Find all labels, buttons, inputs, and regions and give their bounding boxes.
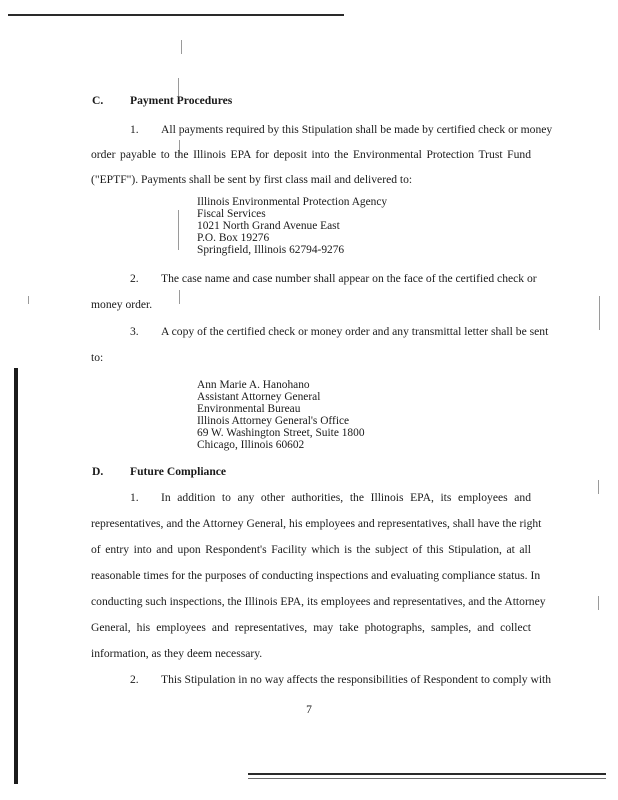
d1-line7: information, as they deem necessary. [91, 647, 263, 660]
d1-line1: In addition to any other authorities, the Illinois EPA, its employees and [161, 491, 531, 504]
d2-line1: This Stipulation in no way affects the responsibilities of Respondent to comply with [161, 673, 552, 686]
scan-mark [28, 296, 29, 304]
d1-line4: reasonable times for the purposes of conducting inspections and evaluating compliance status. In [91, 569, 541, 582]
section-c-title: Payment Procedures [130, 94, 233, 107]
scan-mark [598, 596, 599, 610]
section-d-letter: D. [92, 465, 104, 478]
c1-line1: All payments required by this Stipulation shall be made by certified check or money [161, 123, 553, 136]
d1-line5: conducting such inspections, the Illinois EPA, its employees and representatives, and the Attorney [91, 595, 546, 608]
section-c-letter: C. [92, 94, 104, 107]
address-line: Chicago, Illinois 60602 [197, 439, 305, 451]
address-line: Illinois Environmental Protection Agency [197, 196, 388, 208]
c2-line1: The case name and case number shall appear on the face of the certified check or [161, 272, 537, 285]
d1-line2: representatives, and the Attorney General, his employees and representatives, shall have the right [91, 517, 542, 530]
address-line: Environmental Bureau [197, 403, 301, 415]
scan-mark [599, 296, 600, 330]
section-d-title: Future Compliance [130, 465, 227, 478]
c2-line2: money order. [91, 298, 153, 311]
copy-address-block [197, 379, 365, 451]
left-scan-bar [14, 368, 18, 784]
address-line: Fiscal Services [197, 208, 266, 220]
c1-number: 1. [130, 123, 139, 136]
c3-line1: A copy of the certified check or money order and any transmittal letter shall be sent [161, 325, 549, 338]
bottom-scan-rule [248, 773, 606, 775]
scan-mark [181, 40, 182, 54]
bottom-scan-rule-secondary [248, 778, 606, 779]
address-line: P.O. Box 19276 [197, 232, 270, 244]
c1-line3: ("EPTF"). Payments shall be sent by first class mail and delivered to: [91, 173, 413, 186]
address-line: 1021 North Grand Avenue East [197, 220, 340, 232]
c2-number: 2. [130, 272, 139, 285]
c3-number: 3. [130, 325, 139, 338]
address-line: Assistant Attorney General [197, 391, 321, 403]
address-line: Illinois Attorney General's Office [197, 415, 350, 427]
d1-line6: General, his employees and representatives, may take photographs, samples, and collect [91, 621, 531, 634]
c1-line2: order payable to the Illinois EPA for deposit into the Environmental Protection Trust Fund [91, 148, 531, 161]
c3-line2: to: [91, 351, 104, 364]
payment-address-block [197, 196, 387, 256]
scan-mark [178, 210, 179, 250]
address-line: Ann Marie A. Hanohano [197, 379, 310, 391]
d1-number: 1. [130, 491, 139, 504]
d2-number: 2. [130, 673, 139, 686]
scan-mark [179, 290, 180, 304]
address-line: 69 W. Washington Street, Suite 1800 [197, 427, 365, 439]
d1-line3: of entry into and upon Respondent's Facility which is the subject of this Stipulation, at all [91, 543, 531, 556]
scan-mark [598, 480, 599, 494]
page-number: 7 [306, 703, 312, 716]
address-line: Springfield, Illinois 62794-9276 [197, 244, 345, 256]
top-scan-rule [8, 14, 344, 16]
